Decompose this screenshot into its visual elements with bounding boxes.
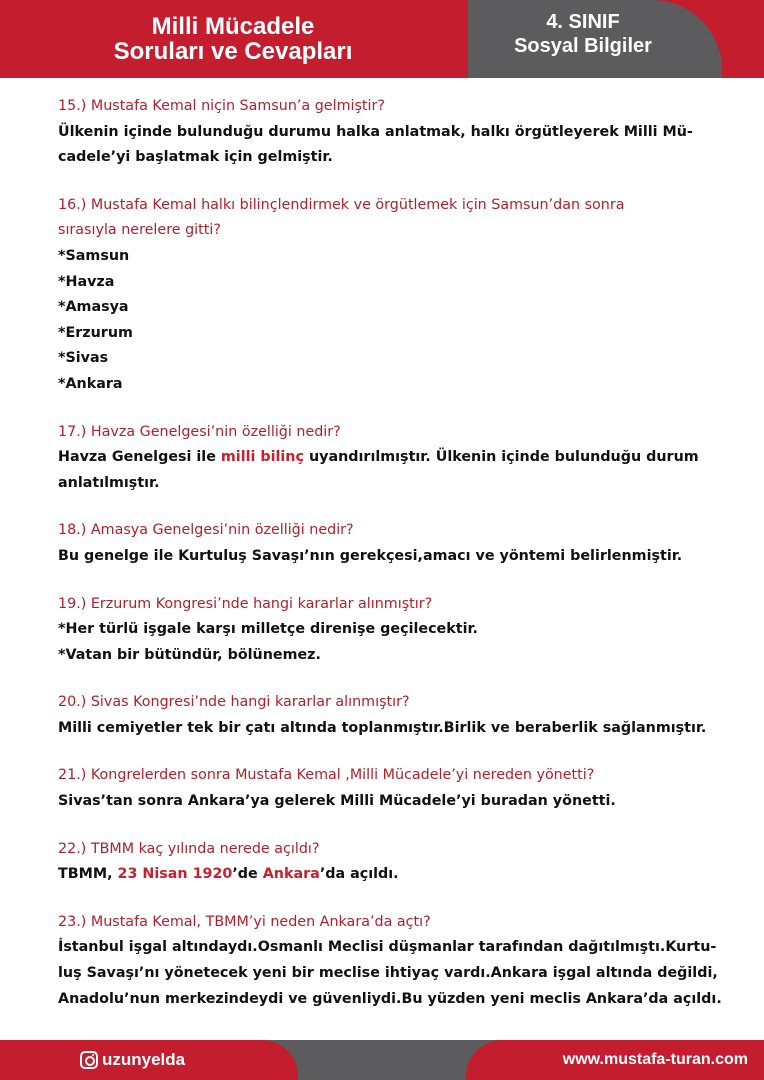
answer-text: Havza Genelgesi ile xyxy=(58,449,221,466)
answer-text: İstanbul işgal altındaydı.Osmanlı Meclisi düşmanlar tarafından dağıtılmıştı.Kurtu- xyxy=(58,939,717,956)
answer xyxy=(58,244,748,398)
grade-subject-tab xyxy=(468,0,722,78)
highlight-text: Ankara xyxy=(262,866,320,883)
answer-line xyxy=(58,789,748,815)
qa-spacer xyxy=(58,888,748,910)
question-line: 23.) Mustafa Kemal, TBMM’yi neden Ankara’da açtı? xyxy=(58,913,431,930)
qa-spacer xyxy=(58,668,748,690)
document-title-line-2: Soruları ve Cevapları xyxy=(113,38,353,65)
question-line: 17.) Havza Genelgesi’nin özelliği nedir? xyxy=(58,423,341,440)
answer-text: *Ankara xyxy=(58,375,123,392)
question-line: 18.) Amasya Genelgesi’nin özelliği nedir? xyxy=(58,522,354,539)
question xyxy=(58,592,748,618)
question-line: sırasıyla nerelere gitti? xyxy=(58,222,221,239)
answer xyxy=(58,935,748,1012)
answer xyxy=(58,544,748,570)
question xyxy=(58,94,748,120)
qa-spacer xyxy=(58,398,748,420)
answer xyxy=(58,716,748,742)
answer-text: ’de xyxy=(232,866,263,883)
answer-line xyxy=(58,471,748,497)
page-footer xyxy=(0,1040,764,1080)
answer-line xyxy=(58,346,748,372)
qa-item xyxy=(58,193,748,398)
answer-line xyxy=(58,544,748,570)
question xyxy=(58,910,748,936)
answer-text: Ülkenin içinde bulunduğu durumu halka anlatmak, halkı örgütleyerek Milli Mü- xyxy=(58,123,693,140)
answer-line xyxy=(58,244,748,270)
answer-line xyxy=(58,716,748,742)
qa-item xyxy=(58,94,748,171)
qa-spacer xyxy=(58,570,748,592)
footer-instagram-area xyxy=(0,1040,298,1080)
question-line: 20.) Sivas Kongresi’nde hangi kararlar alınmıştır? xyxy=(58,694,410,711)
answer-line xyxy=(58,961,748,987)
answer-text: *Amasya xyxy=(58,299,129,316)
qa-item xyxy=(58,592,748,669)
instagram-handle[interactable]: uzunyelda xyxy=(102,1050,186,1069)
answer-text: *Her türlü işgale karşı milletçe direnişe geçilecektir. xyxy=(58,621,478,638)
qa-spacer xyxy=(58,171,748,193)
answer xyxy=(58,120,748,171)
qa-spacer xyxy=(58,741,748,763)
highlight-text: 23 Nisan 1920 xyxy=(117,866,233,883)
footer-website-area xyxy=(466,1040,764,1080)
answer-text: Sivas’tan sonra Ankara’ya gelerek Milli Mücadele’yi buradan yönetti. xyxy=(58,793,616,810)
qa-spacer xyxy=(58,815,748,837)
answer-text: luş Savaşı’nı yönetecek yeni bir meclise ihtiyaç vardı.Ankara işgal altında değildi, xyxy=(58,965,718,982)
answer-text: TBMM, xyxy=(58,866,118,883)
answer-text: anlatılmıştır. xyxy=(58,474,160,491)
website-link[interactable]: www.mustafa-turan.com xyxy=(562,1051,748,1068)
question-line: 22.) TBMM kaç yılında nerede açıldı? xyxy=(58,840,320,857)
qa-list xyxy=(58,94,748,1012)
answer-text: *Sivas xyxy=(58,350,109,367)
answer-line xyxy=(58,120,748,146)
subject-label: Sosyal Bilgiler xyxy=(514,35,652,57)
answer-line xyxy=(58,643,748,669)
answer-line xyxy=(58,145,748,171)
answer-text: cadele’yi başlatmak için gelmiştir. xyxy=(58,149,333,166)
answer-text: *Samsun xyxy=(58,247,130,264)
qa-item xyxy=(58,837,748,888)
question-line: 19.) Erzurum Kongresi’nde hangi kararlar alınmıştır? xyxy=(58,595,433,612)
answer xyxy=(58,862,748,888)
question xyxy=(58,763,748,789)
answer-text: *Erzurum xyxy=(58,324,133,341)
answer-text: uyandırılmıştır. Ülkenin içinde bulunduğu durum xyxy=(303,449,699,466)
answer xyxy=(58,789,748,815)
answer-line xyxy=(58,445,748,471)
answer-text: ’da açıldı. xyxy=(319,866,399,883)
answer-line xyxy=(58,295,748,321)
answer-line xyxy=(58,372,748,398)
document-title-line-1: Milli Mücadele xyxy=(151,13,315,40)
qa-item xyxy=(58,910,748,1012)
answer-text: Bu genelge ile Kurtuluş Savaşı’nın gerekçesi,amacı ve yöntemi belirlenmiştir. xyxy=(58,547,683,564)
question xyxy=(58,518,748,544)
question xyxy=(58,837,748,863)
answer xyxy=(58,445,748,496)
qa-item xyxy=(58,763,748,814)
answer-line xyxy=(58,935,748,961)
document-title xyxy=(0,14,466,64)
question-line: 21.) Kongrelerden sonra Mustafa Kemal ,Milli Mücadele’yi nereden yönetti? xyxy=(58,767,595,784)
qa-item xyxy=(58,518,748,569)
question xyxy=(58,420,748,446)
answer-text: *Havza xyxy=(58,273,115,290)
question-line: 15.) Mustafa Kemal niçin Samsun’a gelmiştir? xyxy=(58,98,385,114)
answer-line xyxy=(58,862,748,888)
answer-line xyxy=(58,321,748,347)
answer-line xyxy=(58,270,748,296)
answer-line xyxy=(58,617,748,643)
qa-item xyxy=(58,420,748,497)
instagram-icon xyxy=(80,1051,98,1069)
answer-line xyxy=(58,987,748,1013)
highlight-text: milli bilinç xyxy=(220,449,304,466)
answer-text: Milli cemiyetler tek bir çatı altında toplanmıştır.Birlik ve beraberlik sağlanmıştır. xyxy=(58,719,707,736)
answer-text: *Vatan bir bütündür, bölünemez. xyxy=(58,646,321,663)
question xyxy=(58,690,748,716)
question-line: 16.) Mustafa Kemal halkı bilinçlendirmek ve örgütlemek için Samsun’dan sonra xyxy=(58,196,625,213)
qa-spacer xyxy=(58,496,748,518)
answer xyxy=(58,617,748,668)
qa-item xyxy=(58,690,748,741)
grade-label: 4. SINIF xyxy=(546,11,620,33)
question xyxy=(58,193,748,244)
answer-text: Anadolu’nun merkezindeydi ve güvenliydi.Bu yüzden yeni meclis Ankara’da açıldı. xyxy=(58,990,722,1007)
page-header xyxy=(0,0,764,78)
